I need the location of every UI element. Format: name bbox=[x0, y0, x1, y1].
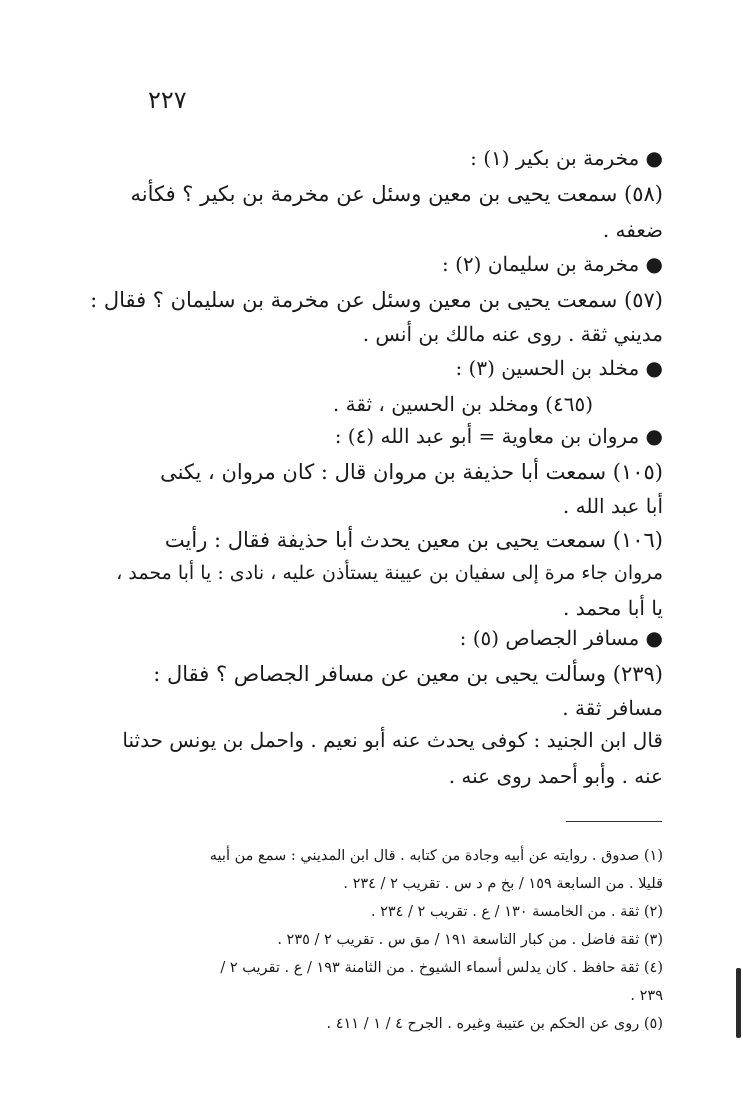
scan-edge-mark bbox=[736, 968, 741, 1038]
footnote-1-line2: قليلا . من السابعة ١٥٩ / بخ م د س . تقريب ٢ / ٢٣٤ . bbox=[343, 876, 663, 892]
narration-106-line1: (١٠٦) سمعت يحيى بن معين يحدث أبا حذيفة فقال : رأيت bbox=[164, 528, 663, 552]
narration-105-line1: (١٠٥) سمعت أبا حذيفة بن مروان قال : كان مروان ، يكنى bbox=[160, 460, 663, 484]
narration-58-line1: (٥٨) سمعت يحيى بن معين وسئل عن مخرمة بن بكير ؟ فكأنه bbox=[130, 182, 663, 206]
narration-57-line1: (٥٧) سمعت يحيى بن معين وسئل عن مخرمة بن سليمان ؟ فقال : bbox=[90, 288, 663, 312]
footnote-1-line1: (١) صدوق . روايته عن أبيه وجادة من كتابه . قال ابن المديني : سمع من أبيه bbox=[209, 848, 663, 864]
entry-heading-marwan: ● مروان بن معاوية = أبو عبد الله (٤) : bbox=[334, 424, 663, 448]
narration-105-line2: أبا عبد الله . bbox=[562, 494, 663, 518]
entry-heading-makhrama-bukayr: ● مخرمة بن بكير (١) : bbox=[470, 146, 663, 170]
narration-106-line3: يا أبا محمد . bbox=[563, 596, 663, 620]
ibn-junayd-note-line1: قال ابن الجنيد : كوفى يحدث عنه أبو نعيم . واحمل بن يونس حدثنا bbox=[122, 728, 663, 752]
footnote-3: (٣) ثقة فاضل . من كبار التاسعة ١٩١ / مق س . تقريب ٢ / ٢٣٥ . bbox=[277, 932, 663, 948]
footnote-separator bbox=[566, 821, 662, 822]
page-number: ٢٢٧ bbox=[148, 86, 187, 114]
entry-heading-makhrama-sulayman: ● مخرمة بن سليمان (٢) : bbox=[442, 252, 663, 276]
narration-239-line2: مسافر ثقة . bbox=[562, 696, 663, 720]
entry-heading-makhlad: ● مخلد بن الحسين (٣) : bbox=[455, 356, 663, 380]
footnote-4-line1: (٤) ثقة حافظ . كان يدلس أسماء الشيوخ . من الثامنة ١٩٣ / ع . تقريب ٢ / bbox=[220, 960, 663, 976]
narration-106-line2: مروان جاء مرة إلى سفيان بن عيينة يستأذن عليه ، نادى : يا أبا محمد ، bbox=[116, 562, 663, 584]
ibn-junayd-note-line2: عنه . وأبو أحمد روى عنه . bbox=[448, 764, 663, 788]
footnote-5: (٥) روى عن الحكم بن عتيبة وغيره . الجرح ٤ / ١ / ٤١١ . bbox=[326, 1016, 663, 1032]
footnote-2: (٢) ثقة . من الخامسة ١٣٠ / ع . تقريب ٢ / ٢٣٤ . bbox=[370, 904, 663, 920]
footnote-4-line2: ٢٣٩ . bbox=[630, 988, 663, 1004]
entry-heading-musafir: ● مسافر الجصاص (٥) : bbox=[459, 626, 663, 650]
narration-239-line1: (٢٣٩) وسألت يحيى بن معين عن مسافر الجصاص ؟ فقال : bbox=[153, 662, 663, 686]
narration-58-line2: ضعفه . bbox=[602, 218, 663, 242]
narration-57-line2: مديني ثقة . روى عنه مالك بن أنس . bbox=[362, 322, 663, 346]
narration-465: (٤٦٥) ومخلد بن الحسين ، ثقة . bbox=[332, 392, 593, 416]
